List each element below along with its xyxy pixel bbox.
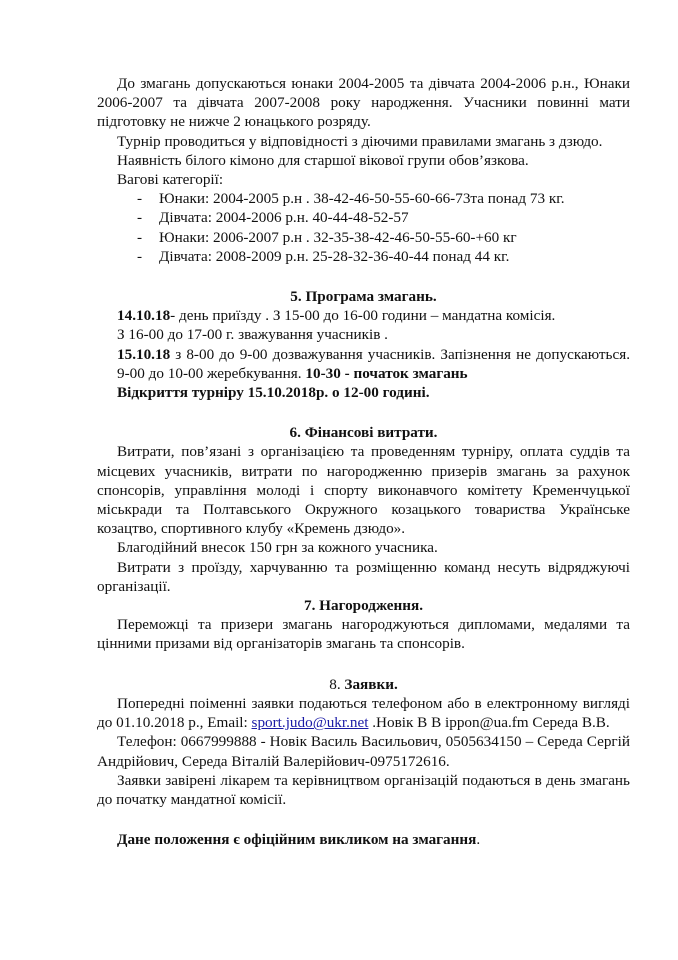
bullet-dash: - [137,190,143,208]
kimono-paragraph: Наявність білого кімоно для старшої вікової групи обов’язкова. [117,151,529,169]
weight-category-item: - Дівчата: 2004-2006 р.н. 40-44-48-52-57 [137,209,409,227]
weight-category-item: - Юнаки: 2006-2007 р.н . 32-35-38-42-46-50-55-60-+60 кг [137,228,517,246]
bullet-dash: - [137,209,143,227]
awards-heading: 7. Нагородження. [303,597,424,615]
program-heading: 5. Програма змагань. [290,288,437,306]
admission-paragraph: До змагань допускаються юнаки 2004-2005 та дівчата 2004-2006 р.н., Юнаки 2006-2007 та дівчата 2007-2008 року народження. Учасники повинні мати підготовку не нижче 2 юнацького розряду. [97,75,630,131]
weights-label: Вагові категорії: [117,171,224,189]
weight-category-item: - Юнаки: 2004-2005 р.н . 38-42-46-50-55-60-66-73та понад 73 кг. [137,190,565,208]
travel-costs-paragraph: Витрати з проїзду, харчуванню та розміщенню команд несуть відряджуючі організації. [97,558,630,595]
rules-paragraph: Турнір проводиться у відповідності з діючими правилами змагань з дзюдо. [117,132,603,150]
weight-category-item: - Дівчата: 2008-2009 р.н. 25-28-32-36-40-44 понад 44 кг. [137,247,510,265]
program-day1-weighin: З 16-00 до 17-00 г. зважування учасників . [117,326,388,344]
awards-paragraph: Переможці та призери змагань нагороджуються дипломами, медалями та цінними призами від організаторів змагань та спонсорів. [97,616,630,653]
program-opening: Відкриття турніру 15.10.2018р. о 12-00 годині. [117,384,430,402]
finance-heading: 6. Фінансові витрати. [289,424,438,442]
document-page [97,74,630,849]
finance-paragraph: Витрати, пов’язані з організацією та проведенням турніру, оплата суддів та місцевих учасників, витрати по нагородженню призерів змагань за рахунок спонсорів, управління молоді і спорту виконавчого комітету Кременчуцької міськради та Полтавського Окружного козацького товариства Українське козацтво, спортивного клубу «Кремень дзюдо». [97,443,630,538]
weight-categories-list [97,189,630,266]
applications-heading: 8. Заявки. [329,675,398,693]
fee-paragraph: Благодійний внесок 150 грн за кожного учасника. [117,539,438,557]
bullet-dash: - [137,247,143,265]
program-day2: 15.10.18 з 8-00 до 9-00 дозважування учасників. Запізнення не допускаються. 9-00 до 10-00 жеребкування. 10-30 - початок змагань [117,345,630,382]
certification-paragraph: Заявки завірені лікарем та керівництвом організацій подаються в день змагань до початку мандатної комісії. [97,771,630,808]
phones-paragraph: Телефон: 0667999888 - Новік Василь Васильович, 0505634150 – Середа Сергій Андрійович, Середа Віталій Валерійович-0975172616. [97,733,630,770]
program-day1: 14.10.18- день приїзду . З 15-00 до 16-00 години – мандатна комісія. [117,307,556,325]
email-link[interactable]: sport.judo@ukr.net [251,714,369,732]
program-section [97,306,630,402]
bullet-dash: - [137,228,143,246]
closing-statement: Дане положення є офіційним викликом на змагання. [117,831,481,849]
applications-paragraph: Попередні поіменні заявки подаються телефоном або в електронному вигляді до 01.10.2018 р., Email: sport.judo@ukr.net .Новік В В ippon@ua.fm Середа В.В. [97,694,630,732]
